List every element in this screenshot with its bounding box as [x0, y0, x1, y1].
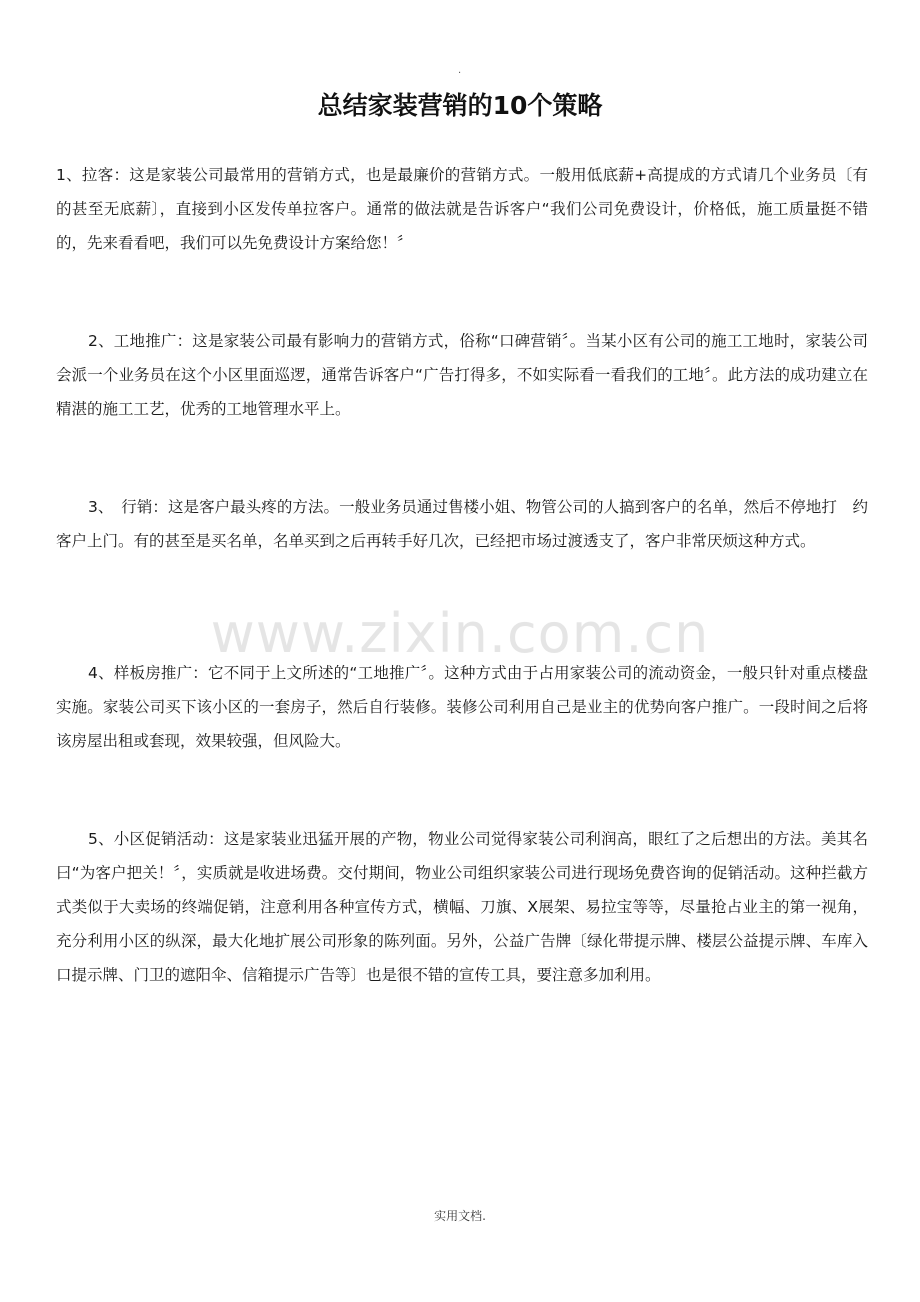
paragraph-1: 1、拉客：这是家装公司最常用的营销方式，也是最廉价的营销方式。一般用低底薪+高提成的方式请几个业务员〔有的甚至无底薪〕，直接到小区发传单拉客户。通常的做法就是告诉客户“我们公司免费设计，价格低，施工质量挺不错的，先来看看吧，我们可以先免费设计方案给您！〞	[56, 166, 868, 252]
top-mark: .	[458, 65, 462, 76]
paragraph-4: 4、样板房推广：它不同于上文所述的“工地推广〞。这种方式由于占用家装公司的流动资金，一般只针对重点楼盘实施。家装公司买下该小区的一套房子，然后自行装修。装修公司利用自己是业主的优势向客户推广。一段时间之后将该房屋出租或套现，效果较强，但风险大。	[56, 664, 868, 750]
paragraph-2: 2、工地推广：这是家装公司最有影响力的营销方式，俗称“口碑营销〞。当某小区有公司的施工工地时，家装公司会派一个业务员在这个小区里面巡逻，通常告诉客户“广告打得多，不如实际看一看我们的工地〞。此方法的成功建立在精湛的施工工艺，优秀的工地管理水平上。	[56, 332, 868, 418]
watermark: www.zixin.com.cn	[210, 602, 710, 665]
page-footer: 实用文档.	[434, 1209, 486, 1223]
document-title: 总结家装营销的10个策略	[317, 91, 603, 120]
paragraph-5: 5、小区促销活动：这是家装业迅猛开展的产物，物业公司觉得家装公司利润高，眼红了之后想出的方法。美其名曰“为客户把关！〞，实质就是收进场费。交付期间，物业公司组织家装公司进行现场免费咨询的促销活动。这种拦截方式类似于大卖场的终端促销，注意利用各种宣传方式，横幅、刀旗、X展架、易拉宝等等，尽量抢占业主的第一视角，充分利用小区的纵深，最大化地扩展公司形象的陈列面。另外，公益广告牌〔绿化带提示牌、楼层公益提示牌、车库入口提示牌、门卫的遮阳伞、信箱提示广告等〕也是很不错的宣传工具，要注意多加利用。	[56, 830, 868, 984]
paragraph-3: 3、 行销：这是客户最头疼的方法。一般业务员通过售楼小姐、物管公司的人搞到客户的名单，然后不停地打 约客户上门。有的甚至是买名单，名单买到之后再转手好几次，已经把市场过渡透支了，客户非常厌烦这种方式。	[56, 498, 868, 550]
